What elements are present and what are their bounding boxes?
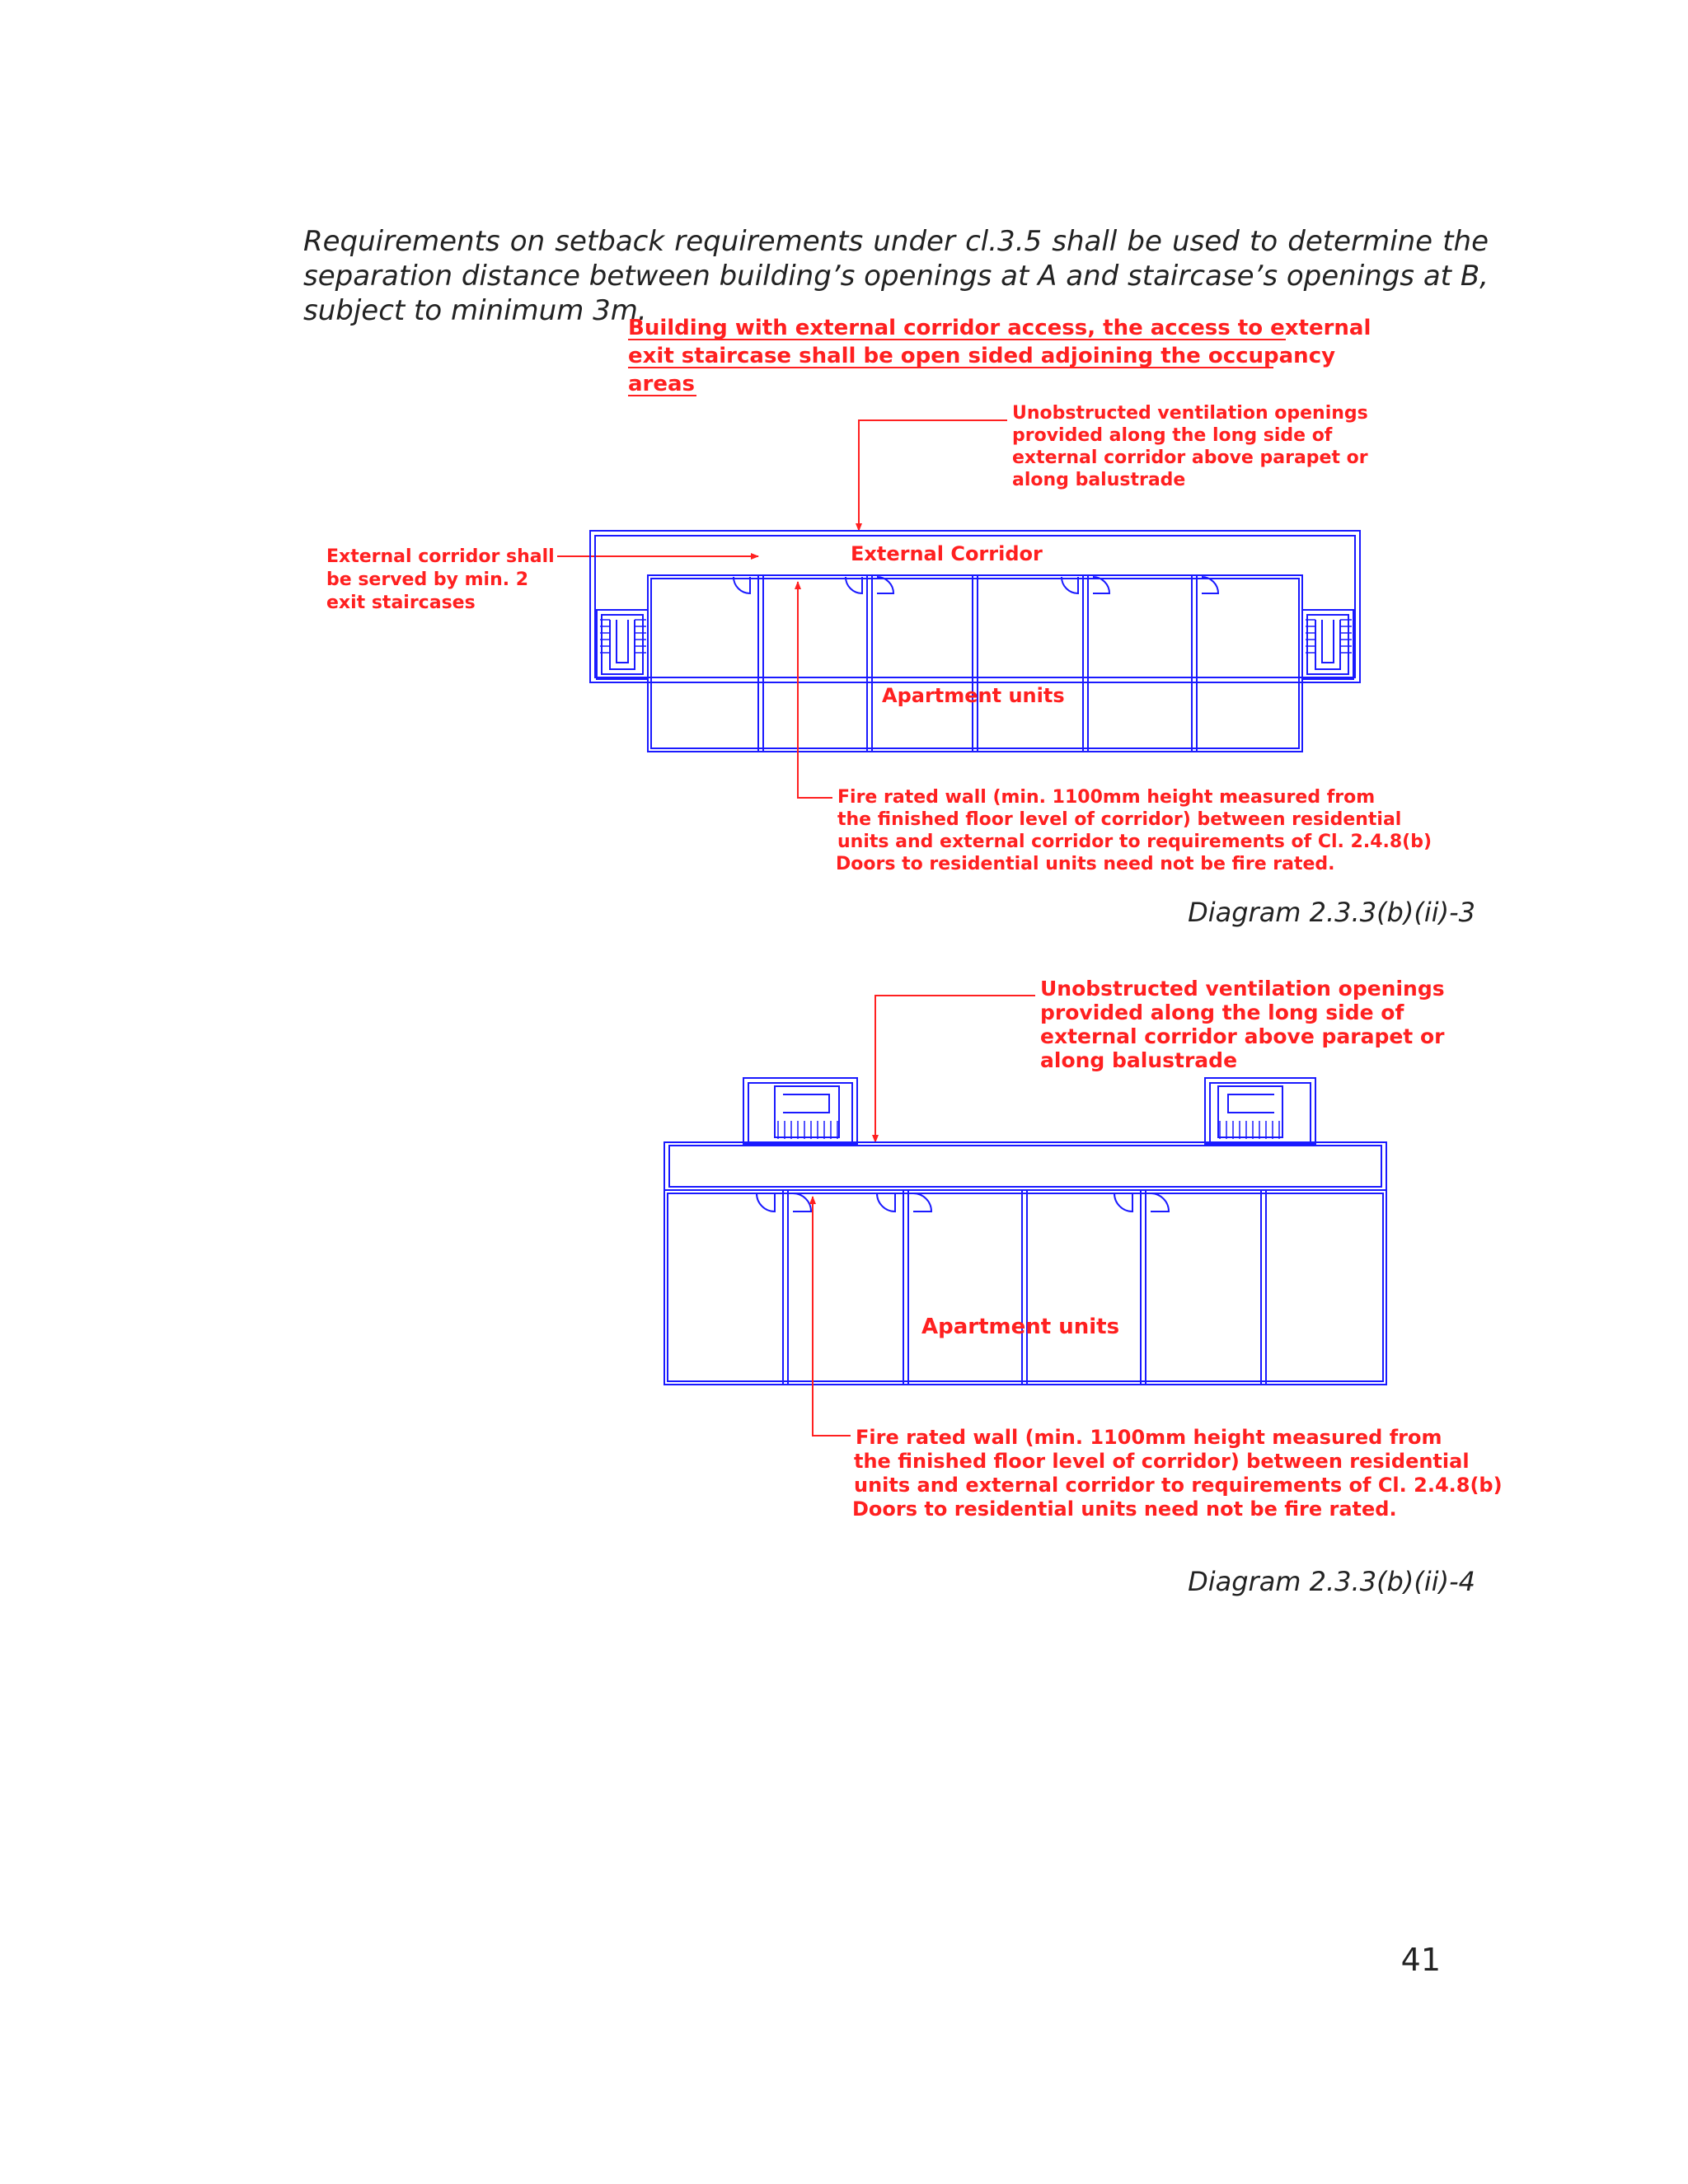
d2-stair-treads [778, 1121, 1279, 1139]
intro-paragraph: Requirements on setback requirements under cl.3.5 shall be used to determine the separation distance between building’s openings at A and staircase’s openings at B, subject to minimum 3m. [303, 225, 1489, 327]
diagram-3 [326, 316, 1438, 874]
d2-units-label: Apartment units [921, 1315, 1120, 1339]
d1-units-label: Apartment units [882, 684, 1065, 707]
d1-firewall-note: Fire rated wall (min. 1100mm height measured from the finished floor level of corridor) between residential units and external corridor to requirements of Cl. 2.4.8(b) Doors to residential units need not be fire rated. [836, 787, 1432, 874]
diagram-3-caption: Diagram 2.3.3(b)(ii)-3 [1188, 897, 1475, 928]
d1-ventilation-leader [859, 420, 1007, 531]
d1-ventilation-note: Unobstructed ventilation openings provided along the long side of external corridor above parapet or along balustrade [1012, 403, 1368, 490]
diagram-4-caption: Diagram 2.3.3(b)(ii)-4 [1188, 1566, 1475, 1597]
diagram-4 [664, 977, 1509, 1521]
d2-firewall-leader [813, 1197, 851, 1436]
d1-stair-treads [600, 620, 1352, 653]
d1-corridor-note: External corridor shall be served by min. 2 exit staircases [326, 546, 555, 613]
d1-heading: Building with external corridor access, the access to external exit staircase shall be open sided adjoining the occupancy areas [628, 316, 1372, 396]
page-number: 41 [1400, 1942, 1441, 1978]
d1-corridor-label: External Corridor [851, 542, 1043, 565]
d2-firewall-note: Fire rated wall (min. 1100mm height measured from the finished floor level of corridor) between residential units and external corridor to requirements of Cl. 2.4.8(b) Doors to residential units need not be fire rated. [852, 1426, 1503, 1521]
d2-ventilation-note: Unobstructed ventilation openings provided along the long side of external corridor above parapet or along balustrade [1040, 977, 1445, 1072]
d1-firewall-leader [798, 582, 832, 798]
d2-ventilation-leader [875, 996, 1035, 1142]
